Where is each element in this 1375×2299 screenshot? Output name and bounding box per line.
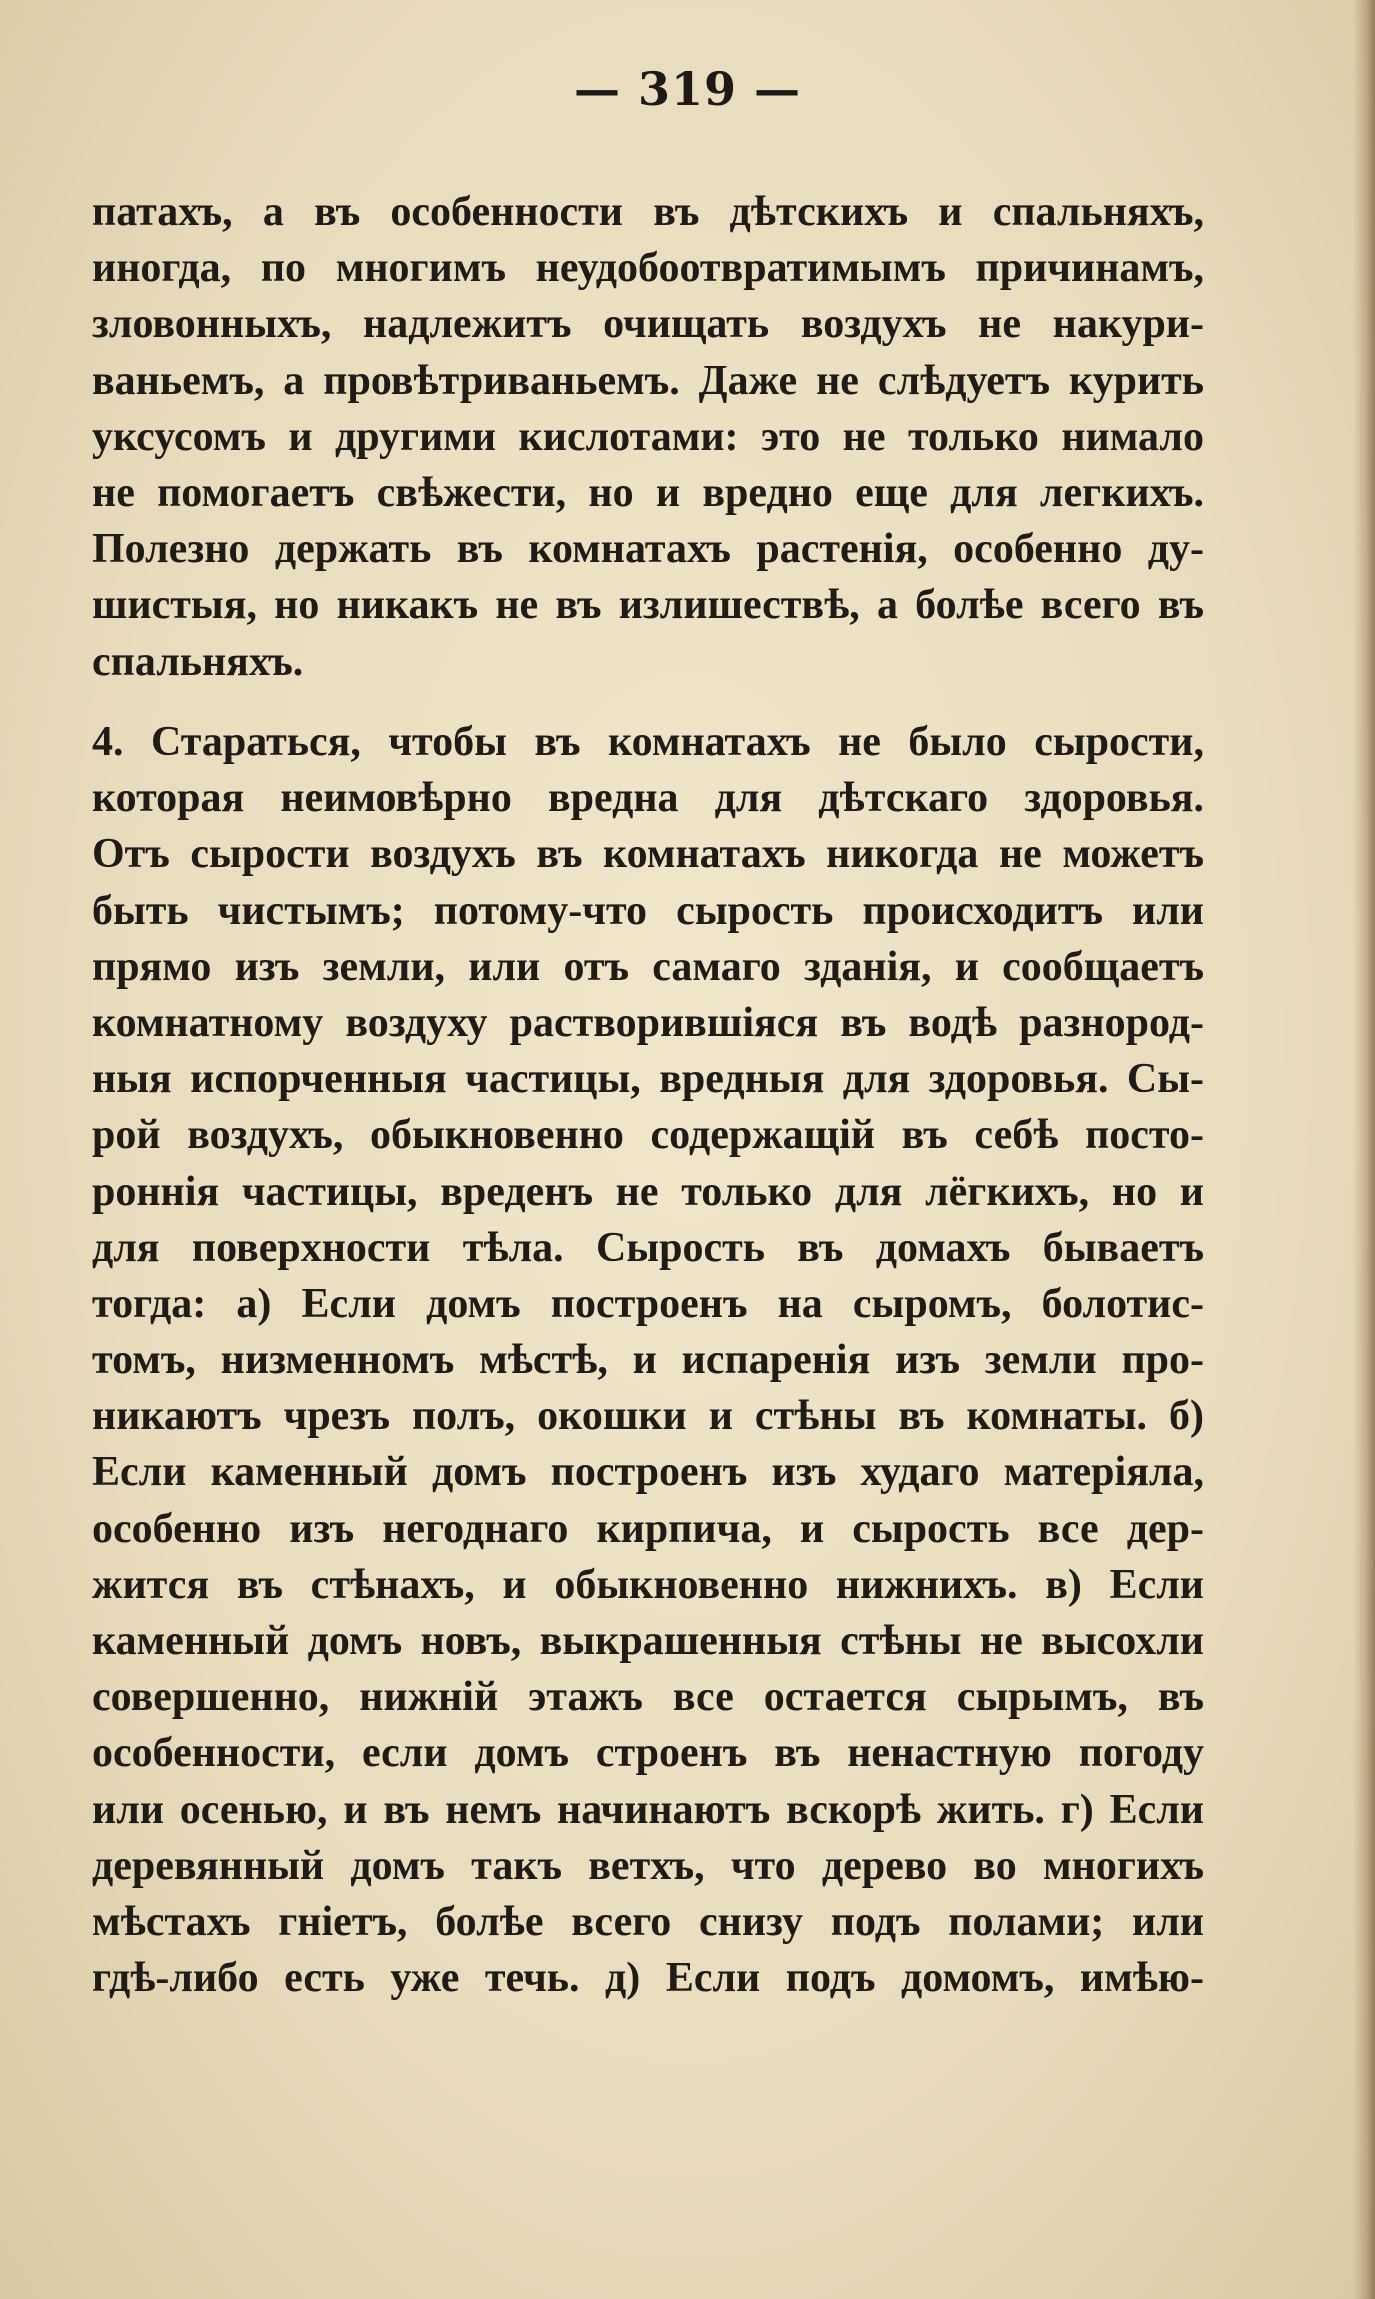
text-line: 4. Стараться, чтобы въ комнатахъ не было сырости, [92, 719, 1204, 765]
text-line: ныя испорченныя частицы, вредныя для здоровья. Сы- [92, 1056, 1204, 1103]
text-line: никаютъ чрезъ полъ, окошки и стѣны въ комнаты. б) [92, 1393, 1204, 1440]
text-line: жится въ стѣнахъ, и обыкновенно нижнихъ. в) Если [92, 1561, 1204, 1608]
paragraph-1 [92, 184, 1204, 690]
text-line: ваньемъ, а провѣтриваньемъ. Даже не слѣдуетъ курить [92, 357, 1204, 404]
page-edge-shadow [1353, 0, 1375, 2299]
text-line: рой воздухъ, обыкновенно содержащій въ себѣ посто- [92, 1112, 1204, 1159]
text-line: которая неимовѣрно вредна для дѣтскаго здоровья. [92, 775, 1204, 822]
text-line: томъ, низменномъ мѣстѣ, и испаренія изъ земли про- [92, 1337, 1204, 1384]
text-line: иногда, по многимъ неудобоотвратимымъ причинамъ, [92, 245, 1204, 292]
text-line: не помогаетъ свѣжести, но и вредно еще для легкихъ. [92, 469, 1204, 516]
text-line: прямо изъ земли, или отъ самаго зданія, и сообщаетъ [92, 943, 1204, 990]
text-line: Если каменный домъ построенъ изъ худаго матеріяла, [92, 1449, 1204, 1496]
text-line: роннія частицы, вреденъ не только для лёгкихъ, но и [92, 1168, 1204, 1215]
text-line: особенно изъ негоднаго кирпича, и сырость все дер- [92, 1505, 1204, 1552]
text-line: Полезно держать въ комнатахъ растенія, особенно ду- [92, 526, 1204, 573]
text-line: патахъ, а въ особенности въ дѣтскихъ и спальняхъ, [92, 189, 1204, 235]
page-number: — 319 — [573, 62, 802, 116]
text-line: быть чистымъ; потому-что сырость происходитъ или [92, 887, 1204, 934]
text-line: уксусомъ и другими кислотами: это не только нимало [92, 413, 1204, 460]
text-line: гдѣ-либо есть уже течь. д) Если подъ домомъ, имѣю- [92, 1955, 1204, 2002]
text-line: зловонныхъ, надлежитъ очищать воздухъ не накури- [92, 301, 1204, 348]
text-line: для поверхности тѣла. Сырость въ домахъ бываетъ [92, 1224, 1204, 1271]
text-line: совершенно, нижній этажъ все остается сырымъ, въ [92, 1674, 1204, 1721]
text-line: мѣстахъ гніетъ, болѣе всего снизу подъ полами; или [92, 1898, 1204, 1945]
text-line: шистыя, но никакъ не въ излишествѣ, а болѣе всего въ [92, 582, 1204, 629]
text-line: комнатному воздуху растворившіяся въ водѣ разнород- [92, 999, 1204, 1046]
text-line: каменный домъ новъ, выкрашенныя стѣны не высохли [92, 1618, 1204, 1664]
text-line: тогда: а) Если домъ построенъ на сыромъ, болотис- [92, 1280, 1204, 1327]
text-line: Отъ сырости воздухъ въ комнатахъ никогда не можетъ [92, 831, 1204, 878]
text-line: особенности, если домъ строенъ въ ненастную погоду [92, 1730, 1204, 1777]
paragraph-2 [92, 714, 1204, 2006]
text-line: или осенью, и въ немъ начинаютъ вскорѣ жить. г) Если [92, 1786, 1204, 1833]
text-line: спальняхъ. [92, 638, 304, 685]
text-line: деревянный домъ такъ ветхъ, что дерево во многихъ [92, 1842, 1204, 1889]
